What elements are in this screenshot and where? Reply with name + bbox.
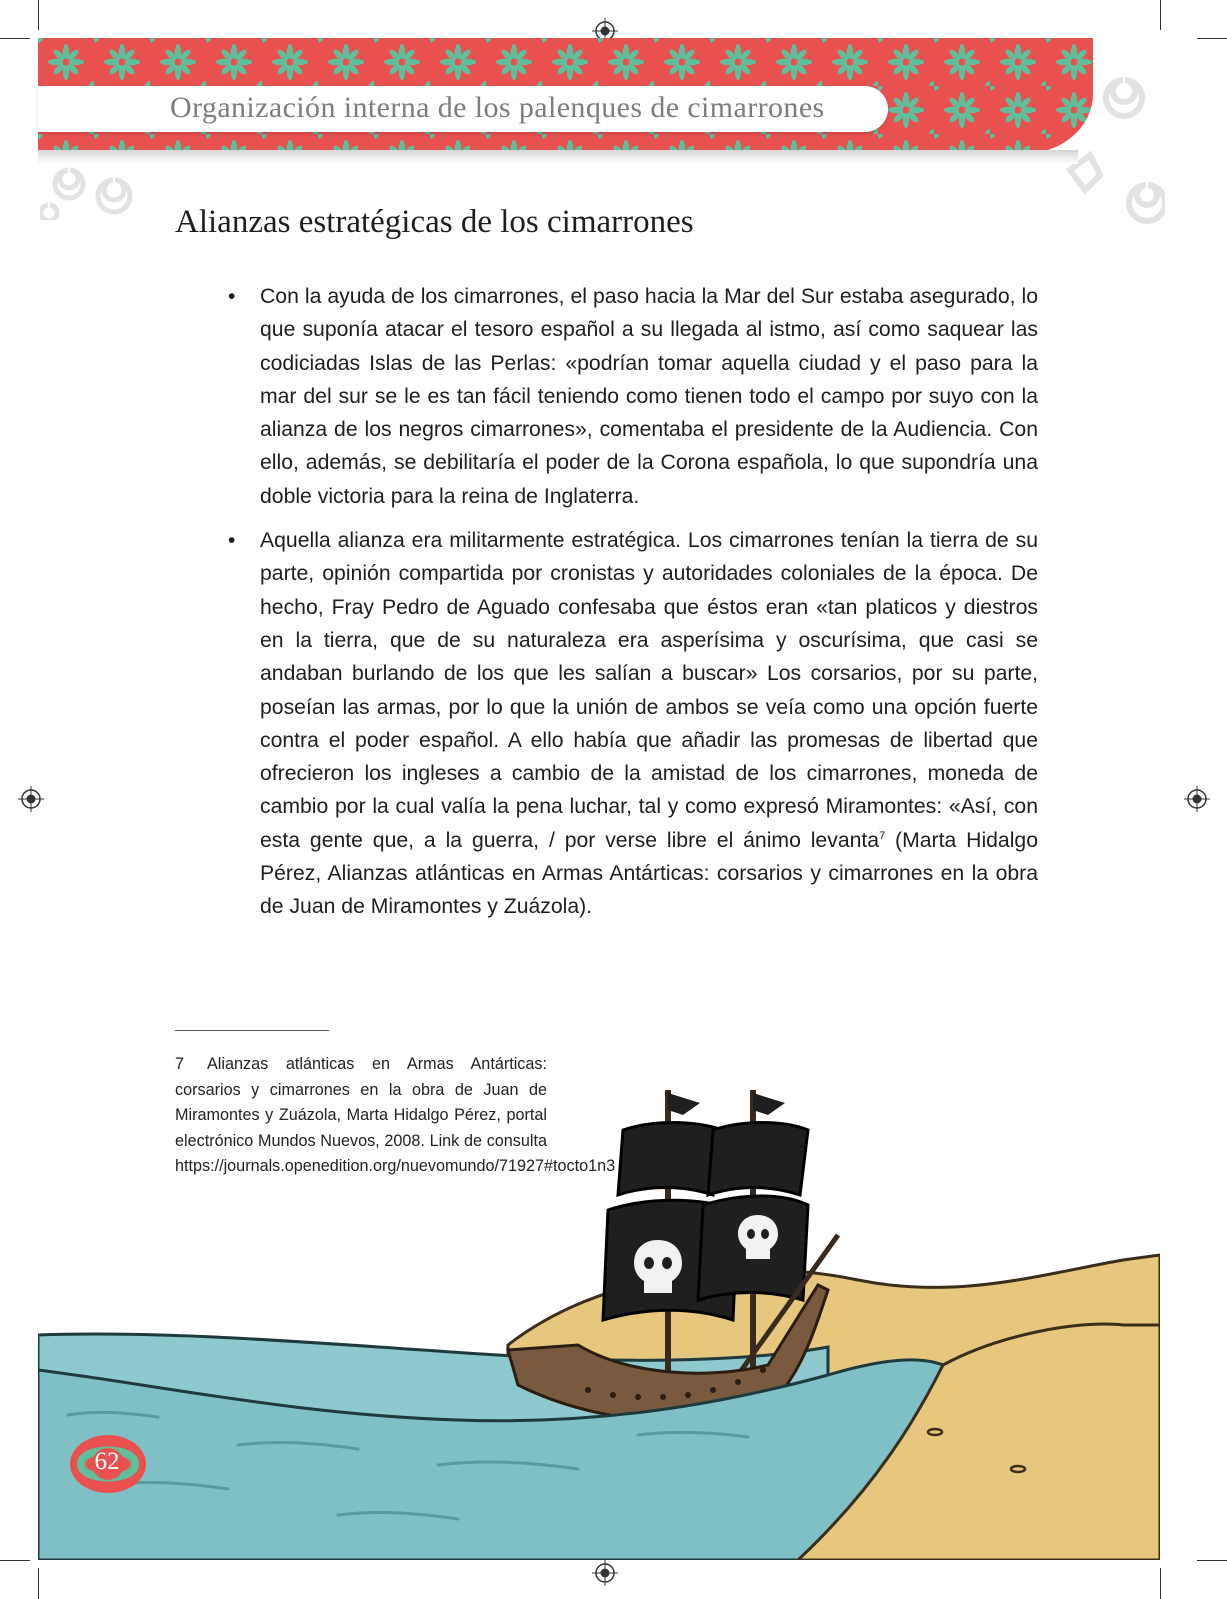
pirate-ship-illustration [38,1085,1160,1560]
list-item [228,524,1038,924]
registration-mark-icon [18,786,44,812]
running-title: Organización interna de los palenques de cimarrones [170,91,825,124]
registration-mark-icon [1184,786,1210,812]
footnote-text: Alianzas atlánticas en Armas Antárticas: corsarios y cimarrones en la obra de Juan de Miramontes y Zuázola, Marta Hidalgo Pérez, portal electrónico Mundos Nuevos, 2008. Link de consulta https://journals.openedition.org/nuevomundo/71927#tocto1n3 [175,1055,616,1175]
list-item [228,280,1038,513]
bullet-icon: • [228,529,236,553]
crop-mark [1197,1560,1227,1561]
footnote-rule [175,1030,329,1031]
crop-mark [0,38,30,39]
crop-mark [1160,1568,1161,1599]
bullet-text: Aquella alianza era militarmente estratégica. Los cimarrones tenían la tierra de su parte, opinión compartida por cronistas y autoridades coloniales de la época. De hecho, Fray Pedro de Aguado confesaba que éstos eran «tan platicos y diestros en la tierra, que de su naturaleza era asperísima y oscurísima, que casi se andaban burlando de los que les salían a buscar» Los corsarios, por su parte, poseían las armas, por lo que la unión de ambos se veía como una opción fuerte contra el poder español. A ello había que añadir las promesas de libertad que ofrecieron los ingleses a cambio de la amistad de los cimarrones, moneda de cambio por la cual valía la pena luchar, tal y como expresó Miramontes: «Así, con esta gente que, a la guerra, / por verse libre el ánimo levanta [260,529,1038,852]
bullet-text-continuation: (Marta Hidalgo Pérez, Alianzas atlánticas en Armas Antárticas: corsarios y cimarrones en la obra de Juan de Miramontes y Zuázola). [260,828,1038,919]
page-number: 62 [94,1448,120,1475]
ship [508,1090,838,1422]
section-title: Alianzas estratégicas de los cimarrones [175,204,694,240]
crop-mark [38,1568,39,1599]
banner-shadow [38,150,1078,164]
running-title-bar [38,86,888,132]
registration-mark-icon [592,1560,618,1586]
bullet-text: Con la ayuda de los cimarrones, el paso hacia la Mar del Sur estaba asegurado, lo que suponía atacar el tesoro español a su llegada al istmo, así como saquear las codiciadas Islas de las Perlas: «podrían tomar aquella ciudad y el paso para la mar del sur se le es tan fácil teniendo como tienen todo el campo por suyo con la alianza de los negros cimarrones», comentaba el presidente de la Audiencia. Con ello, además, se debilitaría el poder de la Corona española, lo que supondría una doble victoria para la reina de Inglaterra. [260,285,1038,508]
crop-mark [38,0,39,30]
bullet-list [228,280,1038,935]
crop-mark [1160,0,1161,30]
crop-mark [1197,38,1227,39]
footnote-reference[interactable]: 7 [879,829,886,842]
crop-mark [0,1560,30,1561]
footnote-number: 7 [175,1055,185,1073]
bullet-icon: • [228,285,236,308]
